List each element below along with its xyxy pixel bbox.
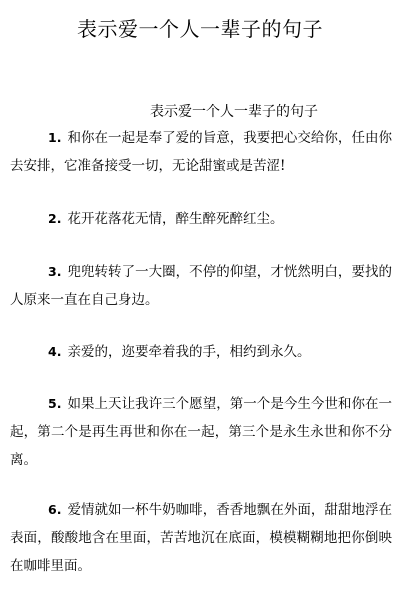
list-item [10, 258, 392, 314]
item-number: 1. [48, 130, 62, 145]
item-text: 兜兜转转了一大圈，不停的仰望，才恍然明白，要找的人原来一直在自己身边。 [10, 264, 392, 308]
item-text: 如果上天让我许三个愿望，第一个是今生今世和你在一起，第二个是再生再世和你在一起，第三个是永生永世和你不分离。 [10, 396, 392, 468]
list-item [10, 496, 392, 580]
list-item [10, 338, 392, 366]
item-text: 亲爱的，迩要牵着我的手，相约到永久。 [67, 344, 311, 360]
document-subtitle: 表示爱一个人一辈子的句子 [150, 104, 318, 120]
list-item [10, 205, 392, 233]
item-text: 爱情就如一杯牛奶咖啡，香香地飘在外面，甜甜地浮在表面，酸酸地含在里面，苦苦地沉在底面，模模糊糊地把你倒映在咖啡里面。 [10, 502, 392, 574]
item-number: 6. [48, 502, 62, 517]
document-title: 表示爱一个人一辈子的句子 [77, 17, 323, 41]
list-item [10, 124, 392, 180]
item-number: 2. [48, 211, 62, 226]
item-text: 花开花落花无情，醉生醉死醉红尘。 [67, 211, 284, 227]
item-number: 5. [48, 396, 62, 411]
item-text: 和你在一起是奉了爱的旨意，我要把心交给你，任由你去安排，它准备接受一切，无论甜蜜或是苦涩! [10, 130, 392, 174]
list-item [10, 390, 392, 474]
item-number: 4. [48, 344, 62, 359]
item-number: 3. [48, 264, 62, 279]
